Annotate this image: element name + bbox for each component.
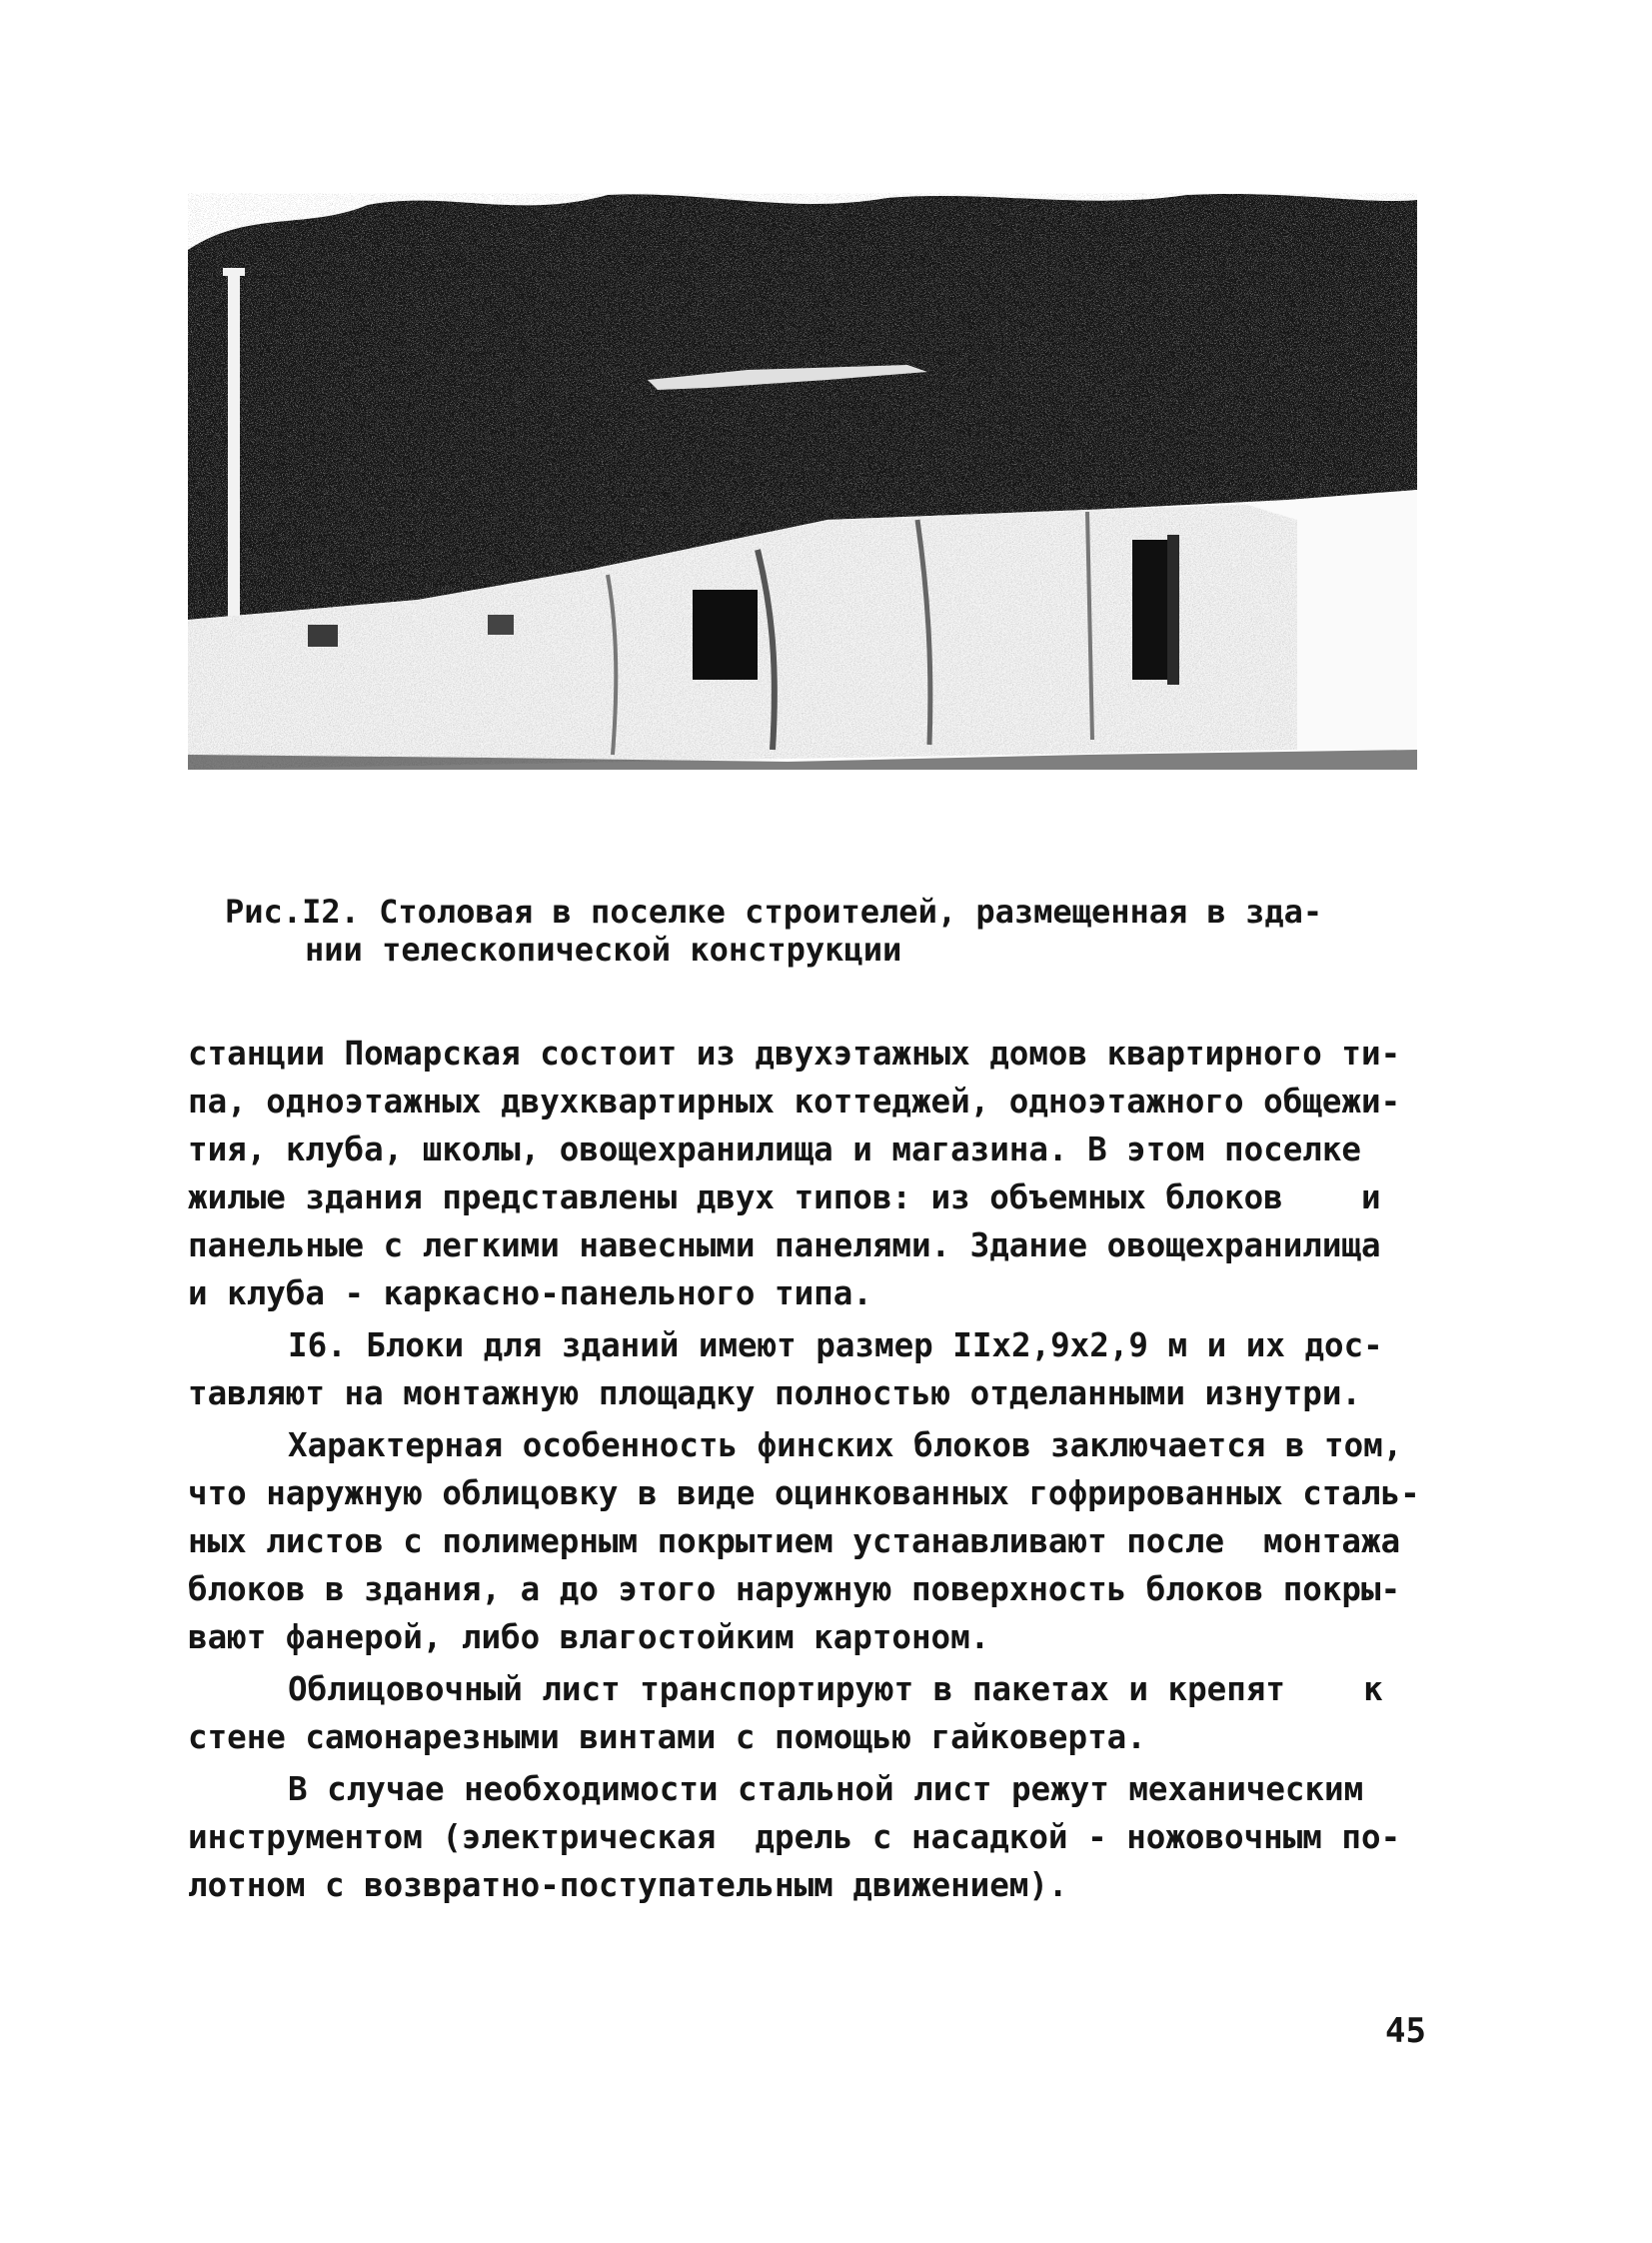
text-line: Облицовочный лист транспортируют в пакетах и крепят к xyxy=(288,1670,1383,1708)
text-line: жилые здания представлены двух типов: из объемных блоков и xyxy=(188,1178,1381,1216)
text-line: лотном с возвратно-поступательным движением). xyxy=(188,1866,1068,1904)
dining-building-photo xyxy=(188,190,1417,770)
caption-line-2: нии телескопической конструкции xyxy=(305,931,902,969)
figure-caption xyxy=(225,893,1404,969)
text-line: тавляют на монтажную площадку полностью отделанными изнутри. xyxy=(188,1374,1361,1412)
text-line: ных листов с полимерным покрытием устанавливают после монтажа xyxy=(188,1522,1401,1560)
text-line: В случае необходимости стальной лист режут механическим xyxy=(288,1770,1364,1808)
text-line: что наружную облицовку в виде оцинкованных гофрированных сталь- xyxy=(188,1474,1420,1512)
text-line: тия, клуба, школы, овощехранилища и магазина. В этом поселке xyxy=(188,1130,1361,1168)
text-line: стене самонарезными винтами с помощью гайковерта. xyxy=(188,1718,1146,1756)
text-line: и клуба - каркасно-панельного типа. xyxy=(188,1274,872,1312)
text-line: инструментом (электрическая дрель с насадкой - ножовочным по- xyxy=(188,1818,1401,1856)
figure-photo xyxy=(188,190,1417,770)
text-line: панельные с легкими навесными панелями. Здание овощехранилища xyxy=(188,1226,1381,1264)
text-line: Характерная особенность финских блоков заключается в том, xyxy=(288,1426,1403,1464)
page-number: 45 xyxy=(1385,2011,1426,2051)
body-text xyxy=(188,1030,1427,1909)
text-line: па, одноэтажных двухквартирных коттеджей, одноэтажного общежи- xyxy=(188,1083,1401,1121)
text-line: вают фанерой, либо влагостойким картоном. xyxy=(188,1618,990,1656)
text-line: I6. Блоки для зданий имеют размер IIx2,9x2,9 м и их дос- xyxy=(288,1326,1383,1364)
caption-line-1: Рис.I2. Столовая в поселке строителей, размещенная в зда- xyxy=(225,893,1323,931)
text-line: блоков в здания, а до этого наружную поверхность блоков покры- xyxy=(188,1570,1401,1608)
text-line: станции Помарская состоит из двухэтажных домов квартирного ти- xyxy=(188,1035,1401,1073)
